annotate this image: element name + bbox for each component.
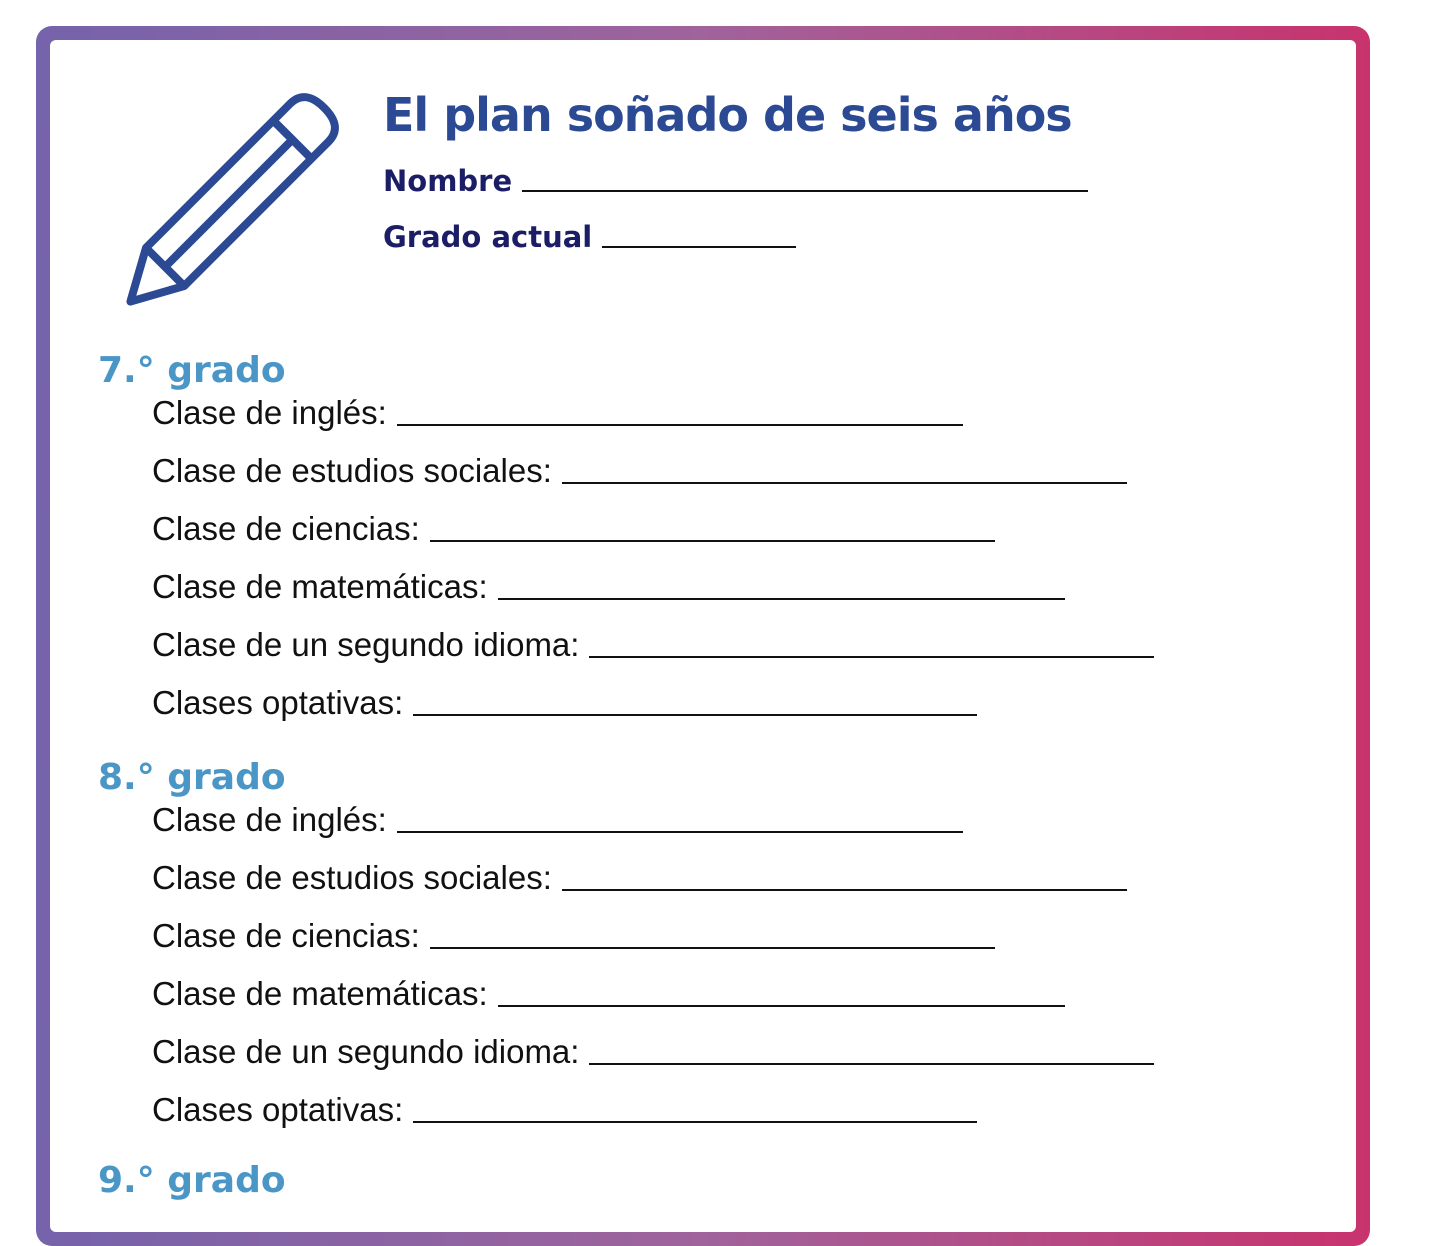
- class-input-line[interactable]: [397, 424, 963, 426]
- class-input-line[interactable]: [430, 947, 995, 949]
- name-label: Nombre: [383, 164, 513, 198]
- class-input-line[interactable]: [562, 889, 1127, 891]
- class-input-line[interactable]: [413, 1121, 977, 1123]
- class-row-math-7: [152, 566, 1065, 606]
- class-label: Clase de inglés:: [152, 801, 387, 838]
- name-field: [383, 158, 1088, 198]
- class-label: Clase de estudios sociales:: [152, 859, 552, 896]
- class-label: Clase de un segundo idioma:: [152, 1033, 580, 1070]
- name-input-line[interactable]: [522, 190, 1088, 192]
- class-input-line[interactable]: [498, 1005, 1065, 1007]
- class-row-second-language-8: [152, 1031, 1154, 1071]
- grade-field: [383, 214, 796, 254]
- class-row-social-studies-7: [152, 450, 1127, 490]
- class-row-second-language-7: [152, 624, 1154, 664]
- grade-label: Grado actual: [383, 220, 593, 254]
- grade-heading-7: 7.° grado: [98, 350, 286, 391]
- class-input-line[interactable]: [589, 656, 1154, 658]
- class-row-english-8: [152, 799, 963, 839]
- class-input-line[interactable]: [562, 482, 1127, 484]
- class-label: Clase de un segundo idioma:: [152, 626, 580, 663]
- grade-heading-9: 9.° grado: [98, 1160, 286, 1201]
- class-label: Clase de matemáticas:: [152, 975, 488, 1012]
- class-input-line[interactable]: [498, 598, 1065, 600]
- class-row-social-studies-8: [152, 857, 1127, 897]
- class-row-science-7: [152, 508, 995, 548]
- class-row-science-8: [152, 915, 995, 955]
- class-label: Clases optativas:: [152, 684, 404, 721]
- class-label: Clase de matemáticas:: [152, 568, 488, 605]
- class-row-electives-8: [152, 1089, 977, 1129]
- pencil-icon: [96, 96, 336, 336]
- class-row-english-7: [152, 392, 963, 432]
- page-title: El plan soñado de seis años: [383, 88, 1072, 142]
- class-input-line[interactable]: [413, 714, 977, 716]
- class-input-line[interactable]: [430, 540, 995, 542]
- class-input-line[interactable]: [589, 1063, 1154, 1065]
- class-label: Clase de ciencias:: [152, 510, 420, 547]
- class-label: Clases optativas:: [152, 1091, 404, 1128]
- grade-heading-8: 8.° grado: [98, 757, 286, 798]
- class-label: Clase de ciencias:: [152, 917, 420, 954]
- class-row-electives-7: [152, 682, 977, 722]
- class-row-math-8: [152, 973, 1065, 1013]
- class-label: Clase de inglés:: [152, 394, 387, 431]
- grade-input-line[interactable]: [602, 246, 796, 248]
- class-input-line[interactable]: [397, 831, 963, 833]
- class-label: Clase de estudios sociales:: [152, 452, 552, 489]
